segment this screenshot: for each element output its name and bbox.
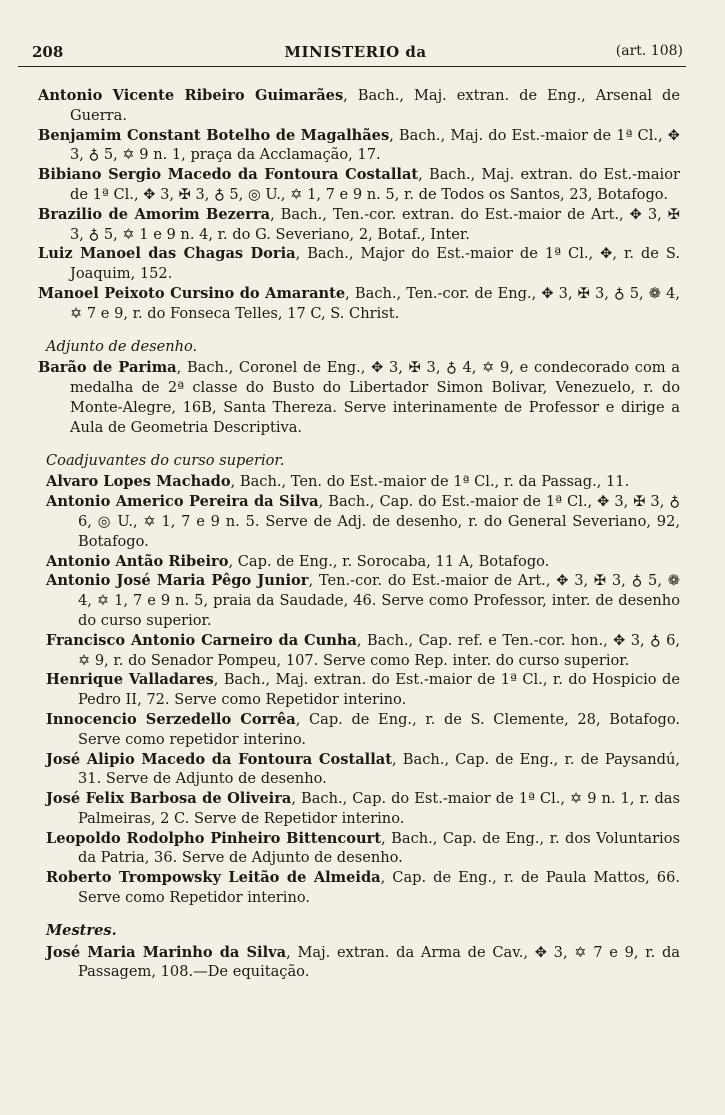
staff-name: José Maria Marinho da Silva	[46, 943, 287, 961]
staff-entry	[30, 631, 680, 671]
staff-details: , Bach., Cap. de Eng., r. de Paysandú, 31. Serve de Adjunto de desenho.	[78, 750, 680, 788]
staff-entry	[30, 868, 680, 908]
staff-details: , Bach., Major do Est.-maior de 1ª Cl., ✥, r. de S. Joaquim, 152.	[70, 245, 680, 283]
staff-name: Bibiano Sergio Macedo da Fontoura Costallat	[38, 166, 419, 184]
staff-details: , Ten.-cor. do Est.-maior de Art., ✥ 3, ✠ 3, ♁ 5, ❁ 4, ✡ 1, 7 e 9 n. 5, praia da Saudade, 46. Serve como Professor, inter. de desenho do curso superior.	[78, 572, 680, 629]
staff-details: , Bach., Maj. extran. do Est.-maior de 1ª Cl., r. do Hospicio de Pedro II, 72. Serve como Repetidor interino.	[78, 671, 681, 709]
staff-name: José Felix Barbosa de Oliveira	[46, 790, 292, 808]
page-header	[28, 40, 683, 66]
staff-name: Manoel Peixoto Cursino do Amarante	[38, 284, 346, 302]
section-heading-mestres: Mestres.	[46, 921, 117, 939]
staff-details: , Bach., Cap. de Eng., r. dos Voluntarios da Patria, 36. Serve de Adjunto de desenho.	[78, 829, 681, 867]
staff-details: , Bach., Ten.-cor. de Eng., ✥ 3, ✠ 3, ♁ 5, ❁ 4, ✡ 7 e 9, r. do Fonseca Telles, 17 C, S. Christ.	[70, 284, 680, 322]
staff-entry	[30, 943, 680, 983]
article-reference: (art. 108)	[615, 43, 683, 59]
staff-name: José Alipio Macedo da Fontoura Costallat	[46, 750, 392, 768]
page-number: 208	[32, 43, 64, 61]
staff-details: , Maj. extran. da Arma de Cav., ✥ 3, ✡ 7 e 9, r. da Passagem, 108.—De equitação.	[78, 943, 680, 981]
staff-name: Antonio Antão Ribeiro	[46, 552, 229, 570]
staff-name: Benjamim Constant Botelho de Magalhães	[38, 126, 390, 144]
staff-entry	[30, 284, 680, 324]
running-title: MINISTERIO da	[284, 43, 427, 61]
staff-entry	[30, 710, 680, 750]
staff-details: , Bach., Maj. extran. do Est.-maior de 1ª Cl., ✥ 3, ✠ 3, ♁ 5, ◎ U., ✡ 1, 7 e 9 n. 5, r. de Todos os Santos, 23, Botafogo.	[70, 166, 680, 203]
staff-details: , Bach., Cap. ref. e Ten.-cor. hon., ✥ 3, ♁ 6, ✡ 9, r. do Senador Pompeu, 107. Serve como Rep. inter. do curso superior.	[78, 631, 680, 669]
staff-name: Alvaro Lopes Machado	[46, 473, 231, 491]
staff-entry	[30, 670, 680, 710]
staff-entry	[30, 789, 680, 829]
staff-list-adjunto	[30, 358, 680, 437]
staff-entry	[30, 86, 680, 126]
staff-entry	[30, 829, 680, 869]
staff-list-top	[30, 86, 680, 324]
staff-details: , Bach., Cap. do Est.-maior de 1ª Cl., ✡ 9 n. 1, r. das Palmeiras, 2 C. Serve de Repetidor interino.	[78, 790, 680, 827]
staff-details: , Cap. de Eng., r. de Paula Mattos, 66. Serve como Repetidor interino.	[78, 869, 680, 907]
staff-details: , Bach., Maj. extran. de Eng., Arsenal de Guerra.	[70, 87, 680, 124]
staff-entry	[30, 552, 680, 572]
staff-entry	[30, 165, 680, 205]
header-rule	[18, 66, 686, 67]
staff-entry	[30, 358, 680, 437]
staff-name: Brazilio de Amorim Bezerra	[38, 205, 271, 223]
staff-details: , Bach., Cap. do Est.-maior de 1ª Cl., ✥ 3, ✠ 3, ♁ 6, ◎ U., ✡ 1, 7 e 9 n. 5. Serve de Adj. de desenho, r. do General Severiano, 92, Botafogo.	[78, 493, 680, 550]
staff-name: Antonio Americo Pereira da Silva	[46, 493, 319, 511]
staff-entry	[30, 126, 680, 166]
document-body	[30, 86, 680, 982]
staff-name: Roberto Trompowsky Leitão de Almeida	[46, 869, 381, 887]
staff-entry	[30, 492, 680, 551]
section-heading-adjunto: Adjunto de desenho.	[46, 337, 198, 355]
staff-name: Antonio Vicente Ribeiro Guimarães	[38, 87, 344, 104]
section-heading-coadjuvantes: Coadjuvantes do curso superior.	[46, 451, 285, 469]
staff-name: Antonio José Maria Pêgo Junior	[46, 572, 309, 590]
staff-name: Barão de Parima	[38, 359, 177, 377]
staff-name: Leopoldo Rodolpho Pinheiro Bittencourt	[46, 829, 382, 847]
staff-details: , Cap. de Eng., r. de S. Clemente, 28, Botafogo. Serve como repetidor interino.	[78, 710, 680, 748]
staff-name: Francisco Antonio Carneiro da Cunha	[46, 631, 357, 649]
staff-entry	[30, 472, 680, 492]
staff-entry	[30, 205, 680, 245]
staff-entry	[30, 244, 680, 284]
staff-details: , Cap. de Eng., r. Sorocaba, 11 A, Botafogo.	[228, 552, 550, 570]
staff-details: , Bach., Ten. do Est.-maior de 1ª Cl., r. da Passag., 11.	[230, 473, 630, 491]
staff-name: Luiz Manoel das Chagas Doria	[38, 245, 296, 263]
staff-details: , Bach., Ten.-cor. extran. do Est.-maior de Art., ✥ 3, ✠ 3, ♁ 5, ✡ 1 e 9 n. 4, r. do G. Severiano, 2, Botaf., Inter.	[70, 205, 680, 243]
staff-name: Henrique Valladares	[46, 671, 214, 689]
staff-details: , Bach., Coronel de Eng., ✥ 3, ✠ 3, ♁ 4, ✡ 9, e condecorado com a medalha de 2ª classe do Busto do Libertador Simon Bolivar, Venezuelo, r. do Monte-Alegre, 16B, Santa Thereza. Serve interinamente de Professor e dirige a Aula de Geometria Descriptiva.	[70, 359, 680, 436]
staff-entry	[30, 571, 680, 630]
staff-list-coadjuvantes	[30, 472, 680, 908]
staff-details: , Bach., Maj. do Est.-maior de 1ª Cl., ✥ 3, ♁ 5, ✡ 9 n. 1, praça da Acclamação, 17.	[70, 126, 681, 164]
staff-list-mestres	[30, 943, 680, 983]
staff-entry	[30, 750, 680, 790]
staff-name: Innocencio Serzedello Corrêa	[46, 710, 296, 728]
